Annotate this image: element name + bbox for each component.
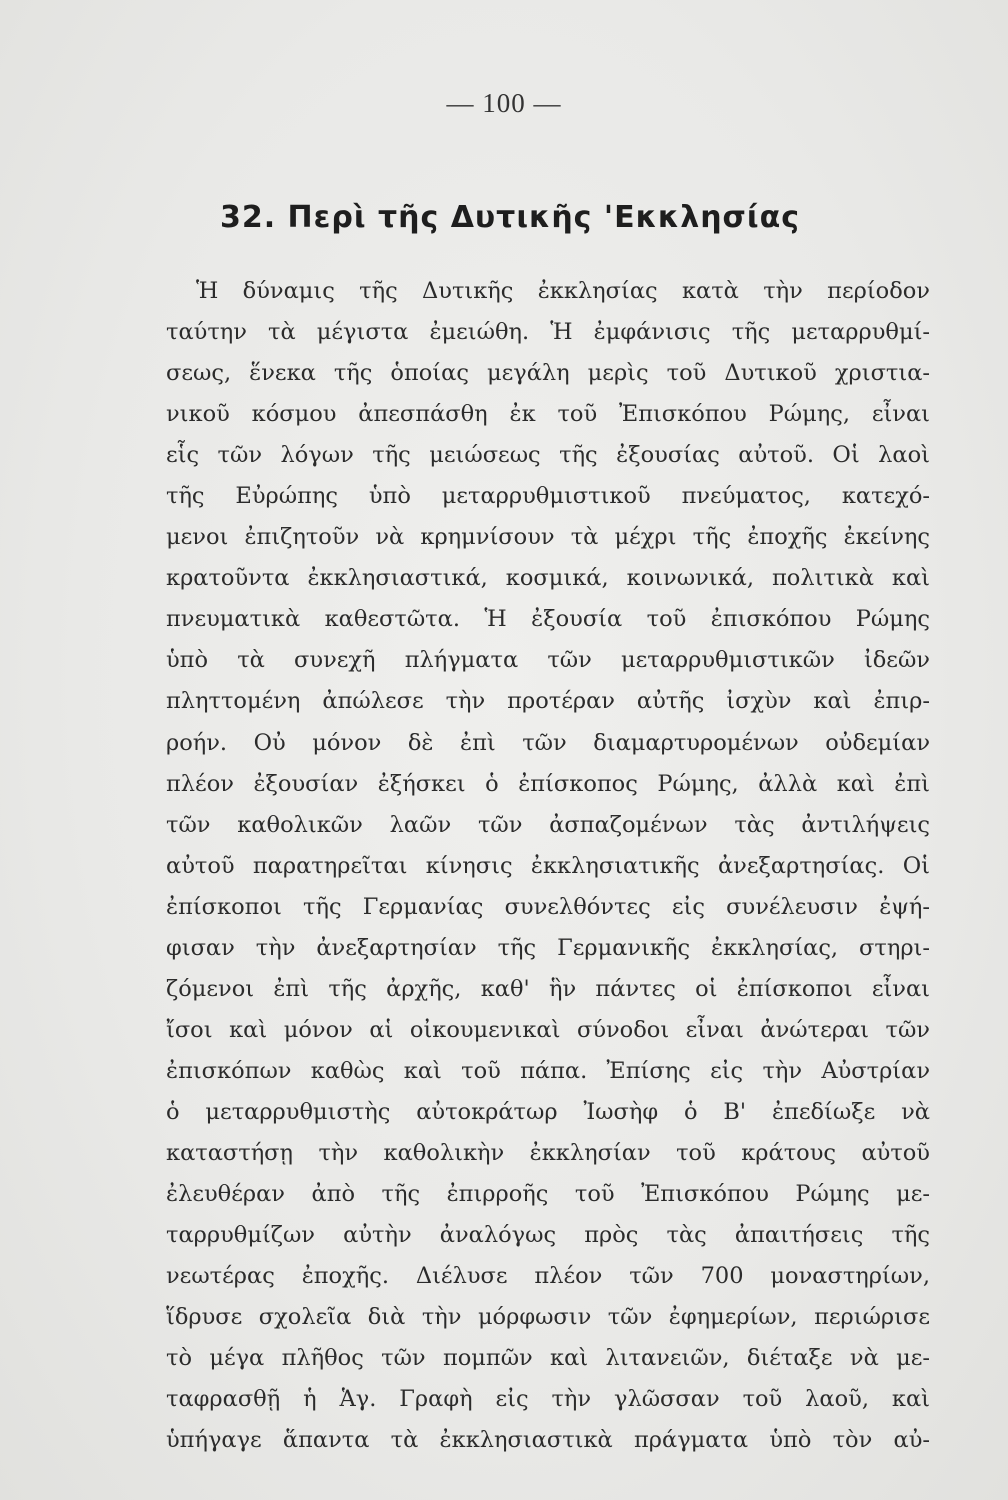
text-line: τῆς Εὐρώπης ὑπὸ μεταρρυθμιστικοῦ πνεύματος, κατεχό- <box>166 483 930 510</box>
text-line: ταρρυθμίζων αὐτὴν ἀναλόγως πρὸς τὰς ἀπαιτήσεις τῆς <box>166 1222 930 1249</box>
text-line: πνευματικὰ καθεστῶτα. Ἡ ἐξουσία τοῦ ἐπισκόπου Ρώμης <box>166 606 930 633</box>
text-line: ὁ μεταρρυθμιστὴς αὐτοκράτωρ Ἰωσὴφ ὁ Β' ἐπεδίωξε νὰ <box>166 1098 930 1125</box>
text-line: ὑπήγαγε ἅπαντα τὰ ἐκκλησιαστικὰ πράγματα ὑπὸ τὸν αὐ- <box>166 1427 930 1454</box>
text-line: ροήν. Οὐ μόνον δὲ ἐπὶ τῶν διαμαρτυρομένων οὐδεμίαν <box>166 729 930 756</box>
body-text <box>166 271 930 1461</box>
text-line: αὐτοῦ παρατηρεῖται κίνησις ἐκκλησιατικῆς ἀνεξαρτησίας. Οἱ <box>166 852 930 879</box>
text-line: εἷς τῶν λόγων τῆς μειώσεως τῆς ἐξουσίας αὐτοῦ. Οἱ λαοὶ <box>166 442 930 469</box>
text-line: φισαν τὴν ἀνεξαρτησίαν τῆς Γερμανικῆς ἐκκλησίας, στηρι- <box>166 934 930 961</box>
text-line: καταστήσῃ τὴν καθολικὴν ἐκκλησίαν τοῦ κράτους αὐτοῦ <box>166 1139 930 1166</box>
text-line: ἐπίσκοποι τῆς Γερμανίας συνελθόντες εἰς συνέλευσιν ἐψή- <box>166 893 930 920</box>
text-line: ζόμενοι ἐπὶ τῆς ἀρχῆς, καθ' ἣν πάντες οἱ ἐπίσκοποι εἶναι <box>166 975 930 1002</box>
text-line: ἴσοι καὶ μόνον αἱ οἰκουμενικαὶ σύνοδοι εἶναι ἀνώτεραι τῶν <box>166 1016 930 1043</box>
text-line: ταφρασθῇ ἡ Ἁγ. Γραφὴ εἰς τὴν γλῶσσαν τοῦ λαοῦ, καὶ <box>166 1386 930 1413</box>
page-number: — 100 — <box>446 88 562 118</box>
text-line: ἵδρυσε σχολεῖα διὰ τὴν μόρφωσιν τῶν ἐφημερίων, περιώρισε <box>166 1304 930 1331</box>
text-line: νικοῦ κόσμου ἀπεσπάσθη ἐκ τοῦ Ἐπισκόπου Ρώμης, εἶναι <box>166 401 930 428</box>
text-line: ἐπισκόπων καθὼς καὶ τοῦ πάπα. Ἐπίσης εἰς τὴν Αὐστρίαν <box>166 1057 930 1084</box>
text-line: μενοι ἐπιζητοῦν νὰ κρημνίσουν τὰ μέχρι τῆς ἐποχῆς ἐκείνης <box>166 524 930 551</box>
text-line: κρατοῦντα ἐκκλησιαστικά, κοσμικά, κοινωνικά, πολιτικὰ καὶ <box>166 565 930 592</box>
text-line: ταύτην τὰ μέγιστα ἐμειώθη. Ἡ ἐμφάνισις τῆς μεταρρυθμί- <box>166 319 930 346</box>
text-line: Ἡ δύναμις τῆς Δυτικῆς ἐκκλησίας κατὰ τὴν περίοδον <box>196 278 930 304</box>
text-line: σεως, ἕνεκα τῆς ὁποίας μεγάλη μερὶς τοῦ Δυτικοῦ χριστια- <box>166 360 930 387</box>
text-line: τὸ μέγα πλῆθος τῶν πομπῶν καὶ λιτανειῶν, διέταξε νὰ με- <box>166 1345 930 1372</box>
section-heading: 32. Περὶ τῆς Δυτικῆς 'Εκκλησίας <box>219 200 801 235</box>
text-line: ἐλευθέραν ἀπὸ τῆς ἐπιρροῆς τοῦ Ἐπισκόπου Ρώμης με- <box>166 1181 930 1208</box>
text-line: τῶν καθολικῶν λαῶν τῶν ἀσπαζομένων τὰς ἀντιλήψεις <box>166 811 930 838</box>
text-line: ὑπὸ τὰ συνεχῆ πλήγματα τῶν μεταρρυθμιστικῶν ἰδεῶν <box>166 647 930 674</box>
text-line: πληττομένη ἀπώλεσε τὴν προτέραν αὐτῆς ἰσχὺν καὶ ἐπιρ- <box>166 688 930 715</box>
text-line: πλέον ἐξουσίαν ἐξήσκει ὁ ἐπίσκοπος Ρώμης, ἀλλὰ καὶ ἐπὶ <box>166 770 930 797</box>
text-line: νεωτέρας ἐποχῆς. Διέλυσε πλέον τῶν 700 μοναστηρίων, <box>166 1263 930 1290</box>
